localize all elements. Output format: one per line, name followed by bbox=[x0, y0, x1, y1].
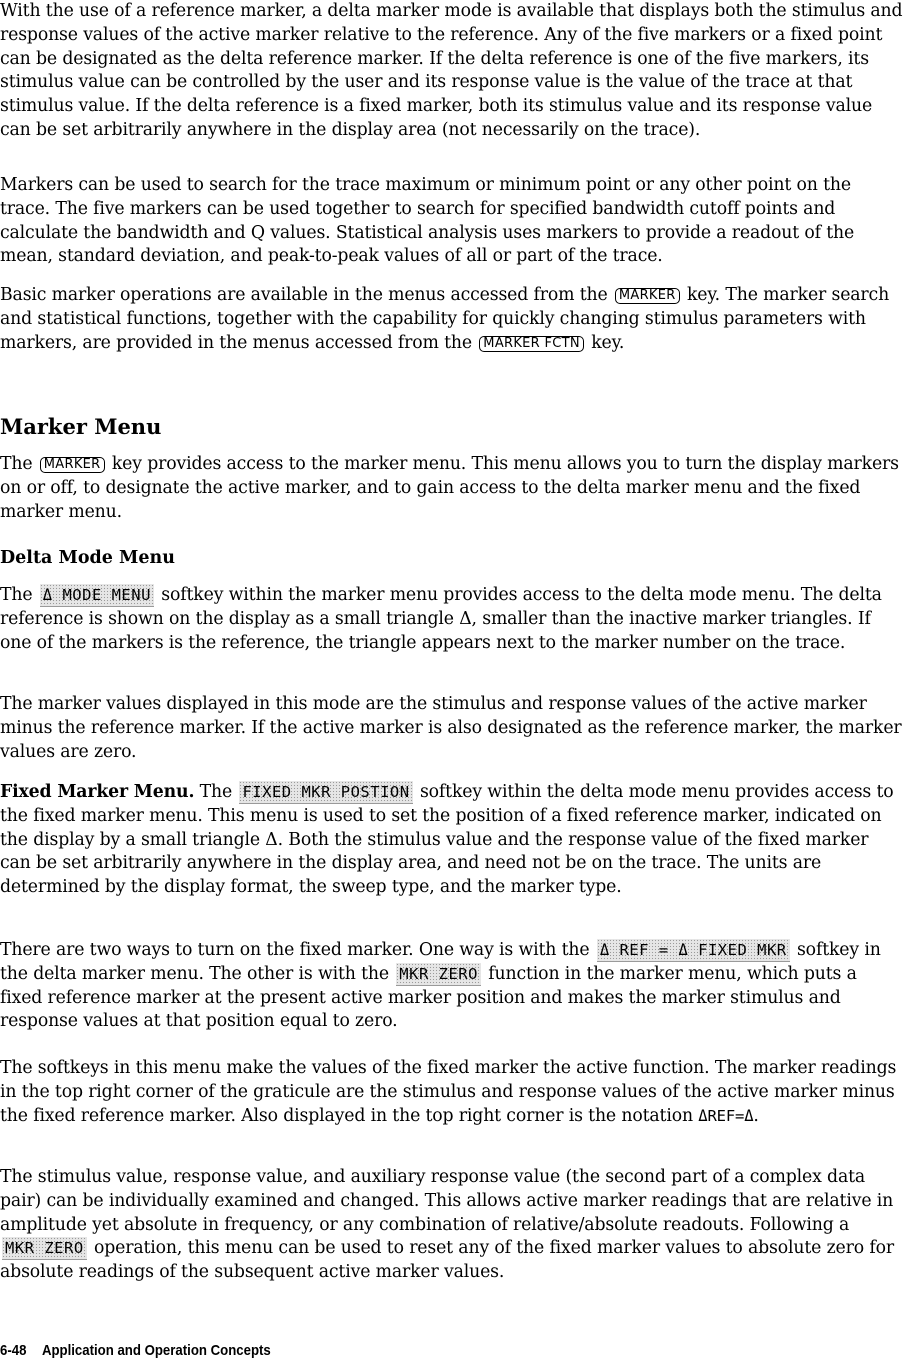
mkr-zero-softkey[interactable]: MKR ZERO bbox=[396, 963, 481, 986]
paragraph-delta-values: The marker values displayed in this mode are the stimulus and response values of the active marker minus the reference marker. If the active marker is also designated as the reference marker, the marker values are zero. bbox=[0, 694, 902, 762]
heading-delta-mode-menu: Delta Mode Menu bbox=[0, 548, 175, 568]
paragraph-delta-mode bbox=[0, 584, 903, 655]
paragraph-fixed-marker-menu bbox=[0, 781, 903, 900]
text-segment: operation, this menu can be used to reset any of the fixed marker values to absolute zero for absolute readings of the subsequent active marker values. bbox=[0, 1238, 894, 1283]
run-in-heading-fixed-marker: Fixed Marker Menu. bbox=[0, 782, 195, 802]
footer-title: Application and Operation Concepts bbox=[41, 1342, 271, 1359]
paragraph-stimulus-response bbox=[0, 1166, 903, 1285]
text-segment: There are two ways to turn on the fixed marker. One way is with the bbox=[0, 940, 590, 960]
text-segment: The bbox=[0, 454, 33, 474]
text-segment: Basic marker operations are available in the menus accessed from the bbox=[0, 285, 608, 305]
mkr-zero-softkey[interactable]: MKR ZERO bbox=[2, 1237, 87, 1260]
text-segment: softkey in the delta marker menu. The other is with the bbox=[0, 940, 881, 984]
text-segment: softkey within the marker menu provides access to the delta mode menu. The delta reference is shown on the display as a small triangle Δ, smaller than the inactive marker triangles. If one of the markers is the reference, the triangle appears next to the marker number on the trace. bbox=[0, 585, 882, 653]
page-footer bbox=[0, 1342, 271, 1359]
paragraph-fixed-marker-softkeys bbox=[0, 1057, 903, 1128]
paragraph-marker-menu bbox=[0, 453, 903, 524]
heading-marker-menu: Marker Menu bbox=[0, 414, 162, 439]
text-segment: softkey within the delta mode menu provides access to the fixed marker menu. This menu is used to set the position of a fixed reference marker, indicated on the display by a small triangle Δ. Both the stimulus value and the response value of the fixed marker can be set arbitrarily anywhere in the display area, and need not be on the trace. The units are determined by the display format, the sweep type, and the marker type. bbox=[0, 782, 894, 898]
fixed-mkr-position-softkey[interactable]: FIXED MKR POSTION bbox=[239, 781, 412, 804]
text-segment: The stimulus value, response value, and auxiliary response value (the second part of a complex data pair) can be individually examined and changed. This allows active marker readings that are relative in amplitude yet absolute in frequency, or any combination of relative/absolute readouts. Following a bbox=[0, 1167, 894, 1235]
delta-ref-notation: ΔREF=Δ bbox=[698, 1106, 754, 1125]
paragraph-delta-marker-intro: With the use of a reference marker, a delta marker mode is available that displays both the stimulus and response values of the active marker relative to the reference. Any of the five markers or a fixed point can be designated as the delta reference marker. If the delta reference is one of the five markers, its stimulus value can be controlled by the user and its response value is the value of the trace at that stimulus value. If the delta reference is a fixed marker, both its stimulus value and its response value can be set arbitrarily anywhere in the display area (not necessarily on the trace). bbox=[0, 1, 903, 140]
marker-hardkey[interactable]: MARKER bbox=[615, 288, 680, 304]
text-segment: function in the marker menu, which puts a fixed reference marker at the present active marker position and makes the marker stimulus and response values at that position equal to zero. bbox=[0, 963, 857, 1032]
text-segment: key. bbox=[591, 332, 625, 353]
text-segment: . bbox=[753, 1105, 759, 1126]
paragraph-basic-marker-ops bbox=[0, 284, 903, 355]
text-segment: The bbox=[0, 585, 33, 605]
paragraph-marker-search: Markers can be used to search for the trace maximum or minimum point or any other point on the trace. The five markers can be used together to search for specified bandwidth cutoff points and calculate the bandwidth and Q values. Statistical analysis uses markers to provide a readout of the mean, standard deviation, and peak-to-peak values of all or part of the trace. bbox=[0, 175, 855, 267]
text-segment: The softkeys in this menu make the values of the fixed marker the active function. The marker readings in the top right corner of the graticule are the stimulus and response values of the active marker minus the fixed reference marker. Also displayed in the top right corner is the notation bbox=[0, 1058, 897, 1126]
text-segment: The bbox=[199, 782, 233, 802]
text-segment: key. The marker search and statistical functions, together with the capability for quickly changing stimulus parameters with markers, are provided in the menus accessed from the bbox=[0, 285, 890, 353]
delta-mode-menu-softkey[interactable]: Δ MODE MENU bbox=[40, 584, 154, 607]
page-number: 6-48 bbox=[0, 1342, 27, 1359]
marker-fctn-hardkey[interactable]: MARKER FCTN bbox=[479, 336, 584, 352]
delta-ref-fixed-mkr-softkey[interactable]: Δ REF = Δ FIXED MKR bbox=[597, 939, 790, 962]
marker-hardkey[interactable]: MARKER bbox=[40, 457, 105, 473]
paragraph-turn-on-fixed-marker bbox=[0, 939, 903, 1034]
text-segment: key provides access to the marker menu. This menu allows you to turn the display markers on or off, to designate the active marker, and to gain access to the delta marker menu and the fixed marker menu. bbox=[0, 454, 899, 522]
